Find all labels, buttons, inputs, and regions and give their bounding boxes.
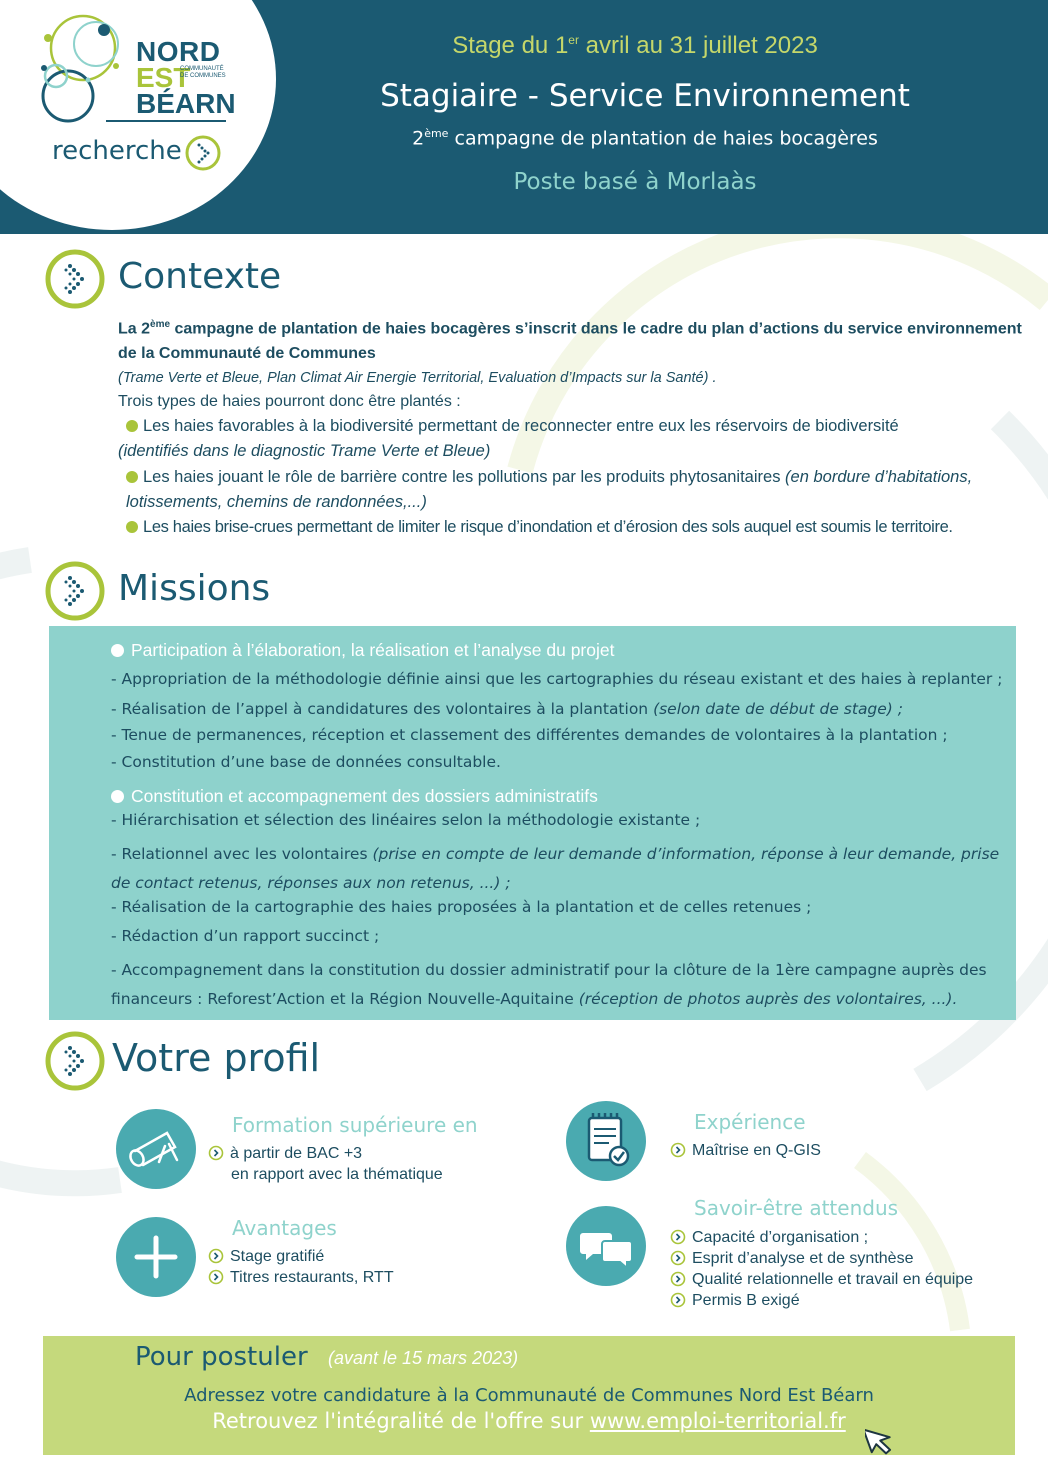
apply-title: Pour postuler <box>135 1342 308 1372</box>
logo-text-est: EST <box>136 62 191 93</box>
chevron-right-icon <box>670 1229 686 1245</box>
mission-item: - Tenue de permanences, réception et classement des différentes demandes de volontaires à la plantation ; <box>111 726 948 744</box>
missions-group-heading: Participation à l’élaboration, la réalisation et l’analyse du projet <box>111 640 614 661</box>
bullet-dot-icon <box>126 521 138 533</box>
mission-item: - Appropriation de la méthodologie définie ainsi que les cartographies du réseau existant et des haies à replanter ; <box>111 670 1003 688</box>
diploma-icon <box>115 1108 197 1190</box>
contexte-title: Contexte <box>118 256 282 297</box>
avantages-item: Stage gratifié <box>208 1246 394 1267</box>
mission-item: - Rédaction d’un rapport succinct ; <box>111 927 380 945</box>
contexte-chevron-icon <box>44 248 106 310</box>
missions-title: Missions <box>118 568 271 609</box>
list-item: Les haies brise-crues permettant de limiter le risque d’inondation et d’érosion des sols auquel est soumis le territoire. <box>118 515 1028 540</box>
mission-item: - Accompagnement dans la constitution du dossier administratif pour la clôture de la 1ère campagne auprès des financeurs : Reforest’Action et la Région Nouvelle-Aquitaine (réception de photos auprès des volontaires, ...). <box>111 961 987 1008</box>
chevron-right-icon <box>670 1292 686 1308</box>
savoir-list <box>670 1227 973 1311</box>
list-item: Les haies jouant le rôle de barrière contre les pollutions par les produits phytosanitaires (en bordure d’habitations, lotissements, chemins de randonnées,...) <box>126 468 973 512</box>
chevron-right-icon <box>208 1248 224 1264</box>
checklist-icon <box>565 1100 647 1182</box>
bullet-dot-icon <box>111 644 124 657</box>
mouse-cursor-icon <box>865 1422 905 1458</box>
apply-deadline: (avant le 15 mars 2023) <box>328 1348 519 1368</box>
profil-title: Votre profil <box>112 1036 321 1080</box>
logo-text-nord: NORD <box>136 36 221 67</box>
list-item: Les haies favorables à la biodiversité permettant de reconnecter entre eux les réservoirs de biodiversité <box>118 414 1028 439</box>
formation-heading: Formation supérieure en <box>232 1113 478 1137</box>
job-title: Stagiaire - Service Environnement <box>380 78 910 114</box>
apply-offer-line: Retrouvez l'intégralité de l'offre sur www.emploi-territorial.fr <box>212 1409 846 1433</box>
savoir-heading: Savoir-être attendus <box>694 1196 899 1220</box>
job-subtitle: 2ème campagne de plantation de haies bocagères <box>412 127 878 150</box>
chevron-right-icon <box>208 1145 224 1161</box>
contexte-body <box>118 312 1028 540</box>
plus-icon <box>115 1216 197 1298</box>
avantages-list <box>208 1246 394 1288</box>
experience-item: Maîtrise en Q-GIS <box>670 1140 821 1161</box>
logo-text-communaute: COMMUNAUTÉ DE COMMUNES <box>180 66 226 79</box>
logo-tagline: recherche <box>52 136 182 166</box>
chevron-right-icon <box>184 134 222 172</box>
avantages-heading: Avantages <box>232 1216 337 1240</box>
logo-rings-icon <box>38 8 138 138</box>
mission-item: - Réalisation de la cartographie des haies proposées à la plantation et de celles retenues ; <box>111 898 812 916</box>
apply-banner <box>43 1336 1015 1455</box>
savoir-item: Permis B exigé <box>670 1290 973 1311</box>
missions-chevron-icon <box>44 560 106 622</box>
logo-text-bearn: BÉARN <box>136 88 236 119</box>
contexte-types-intro: Trois types de haies pourront donc être plantés : <box>118 393 461 411</box>
mission-item: - Réalisation de l’appel à candidatures des volontaires à la plantation (selon date de début de stage) ; <box>111 700 904 718</box>
chevron-right-icon <box>670 1250 686 1266</box>
missions-panel <box>49 626 1016 1020</box>
list-item-note: (identifiés dans le diagnostic Trame Verte et Bleue) <box>118 442 491 461</box>
contexte-intro: La 2ème campagne de plantation de haies bocagères s’inscrit dans le cadre du plan d’actions du service environnement de la Communauté de Communes <box>118 319 1022 363</box>
chevron-right-icon <box>670 1142 686 1158</box>
bullet-dot-icon <box>126 471 138 483</box>
chat-bubbles-icon <box>565 1205 647 1287</box>
bullet-dot-icon <box>111 790 124 803</box>
avantages-item: Titres restaurants, RTT <box>208 1267 394 1288</box>
job-location: Poste basé à Morlaàs <box>513 169 757 195</box>
mission-item: - Hiérarchisation et sélection des linéaires selon la méthodologie existante ; <box>111 811 701 829</box>
formation-list <box>208 1143 443 1185</box>
chevron-right-icon <box>670 1271 686 1287</box>
savoir-item: Capacité d’organisation ; <box>670 1227 973 1248</box>
chevron-right-icon <box>208 1269 224 1285</box>
mission-item: - Constitution d’une base de données consultable. <box>111 753 501 771</box>
experience-list <box>670 1140 821 1161</box>
profil-chevron-icon <box>44 1030 106 1092</box>
logo-divider <box>106 120 226 122</box>
contexte-intro-note: (Trame Verte et Bleue, Plan Climat Air Energie Territorial, Evaluation d’Impacts sur la Santé) . <box>118 370 717 387</box>
missions-group-heading: Constitution et accompagnement des dossiers administratifs <box>111 786 598 807</box>
savoir-item: Qualité relationnelle et travail en équipe <box>670 1269 973 1290</box>
savoir-item: Esprit d’analyse et de synthèse <box>670 1248 973 1269</box>
mission-item: - Relationnel avec les volontaires (prise en compte de leur demande d’information, réponse à leur demande, prise de contact retenus, réponses aux non retenus, ...) ; <box>111 845 1000 892</box>
internship-dates: Stage du 1er avril au 31 juillet 2023 <box>452 32 818 59</box>
experience-heading: Expérience <box>694 1110 806 1134</box>
apply-instruction: Adressez votre candidature à la Communauté de Communes Nord Est Béarn <box>184 1385 874 1406</box>
bullet-dot-icon <box>126 420 138 432</box>
formation-item: à partir de BAC +3 <box>208 1143 443 1164</box>
offer-link[interactable]: www.emploi-territorial.fr <box>589 1409 846 1433</box>
formation-item: en rapport avec la thématique <box>231 1166 443 1183</box>
